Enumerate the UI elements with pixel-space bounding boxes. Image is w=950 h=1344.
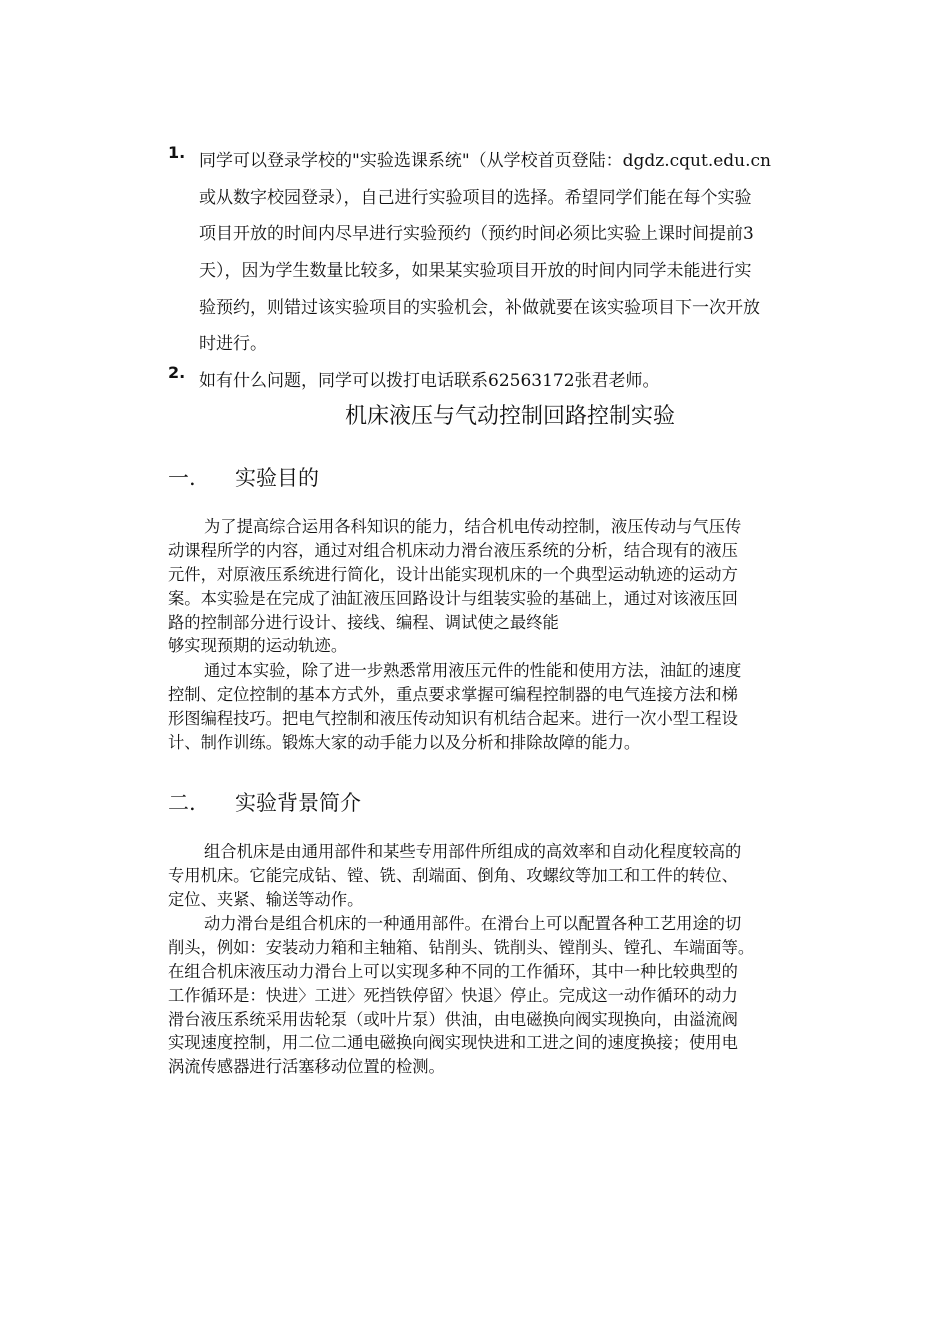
section-title: 实验目的 [235, 466, 319, 490]
notice-item-2 [168, 363, 848, 400]
text-line: 控制、定位控制的基本方式外，重点要求掌握可编程控制器的电气连接方法和梯 [168, 684, 738, 704]
text-line: 动力滑台是组合机床的一种通用部件。在滑台上可以配置各种工艺用途的切 [204, 914, 742, 933]
text-line: 工作循环是：快进〉工进〉死挡铁停留〉快退〉停止。完成这一动作循环的动力 [168, 985, 738, 1005]
paragraph-purpose-2 [168, 659, 848, 755]
paragraph-purpose-1 [168, 515, 848, 658]
text-line: 时进行。 [199, 334, 267, 355]
text-line: 削头，例如：安装动力箱和主轴箱、钻削头、铣削头、镗削头、镗孔、车端面等。 [168, 937, 755, 957]
section-heading-background [168, 788, 361, 818]
section-number: 一. [168, 466, 196, 490]
section-number: 二. [168, 791, 196, 815]
text-line: 组合机床是由通用部件和某些专用部件所组成的高效率和自动化程度较高的 [204, 842, 742, 861]
text-line: 天），因为学生数量比较多，如果某实验项目开放的时间内同学未能进行实 [199, 261, 752, 282]
text-line: 或从数字校园登录），自己进行实验项目的选择。希望同学们能在每个实验 [199, 187, 752, 208]
paragraph-background-1 [168, 840, 848, 912]
section-title: 实验背景简介 [235, 791, 361, 815]
notice-list [168, 143, 848, 400]
text-line: 够实现预期的运动轨迹。 [168, 636, 348, 656]
text-line: 通过本实验，除了进一步熟悉常用液压元件的性能和使用方法，油缸的速度 [204, 661, 742, 680]
text-line: 如有什么问题，同学可以拨打电话联系62563172张君老师。 [199, 371, 660, 392]
text-line: 路的控制部分进行设计、接线、编程、调试使之最终能 [168, 612, 559, 632]
notice-item-1 [168, 143, 848, 363]
text-line: 在组合机床液压动力滑台上可以实现多种不同的工作循环，其中一种比较典型的 [168, 961, 738, 981]
text-line: 同学可以登录学校的"实验选课系统"（从学校首页登陆：dgdz.cqut.edu.cn [199, 151, 771, 171]
text-line: 形图编程技巧。把电气控制和液压传动知识有机结合起来。进行一次小型工程设 [168, 708, 738, 728]
text-line: 实现速度控制，用二位二通电磁换向阀实现快进和工进之间的速度换接；使用电 [168, 1033, 738, 1053]
list-number: 2. [168, 363, 186, 383]
text-line: 项目开放的时间内尽早进行实验预约（预约时间必须比实验上课时间提前3 [199, 224, 754, 245]
text-line: 定位、夹紧、输送等动作。 [168, 889, 364, 909]
text-line: 验预约，则错过该实验项目的实验机会，补做就要在该实验项目下一次开放 [199, 297, 760, 318]
paragraph-background-2 [168, 912, 848, 1079]
text-line: 动课程所学的内容，通过对组合机床动力滑台液压系统的分析，结合现有的液压 [168, 540, 738, 560]
text-line: 涡流传感器进行活塞移动位置的检测。 [168, 1057, 445, 1077]
text-line: 滑台液压系统采用齿轮泵（或叶片泵）供油，由电磁换向阀实现换向，由溢流阀 [168, 1009, 738, 1029]
document-title: 机床液压与气动控制回路控制实验 [344, 404, 675, 429]
list-number: 1. [168, 143, 186, 162]
text-line: 为了提高综合运用各科知识的能力，结合机电传动控制，液压传动与气压传 [204, 517, 742, 536]
text-line: 元件，对原液压系统进行简化，设计出能实现机床的一个典型运动轨迹的运动方 [168, 564, 738, 584]
section-heading-purpose [168, 463, 319, 493]
text-line: 计、制作训练。锻炼大家的动手能力以及分析和排除故障的能力。 [168, 732, 641, 752]
text-line: 专用机床。它能完成钻、镗、铣、刮端面、倒角、攻螺纹等加工和工件的转位、 [168, 865, 738, 885]
text-line: 案。本实验是在完成了油缸液压回路设计与组装实验的基础上，通过对该液压回 [168, 588, 738, 608]
